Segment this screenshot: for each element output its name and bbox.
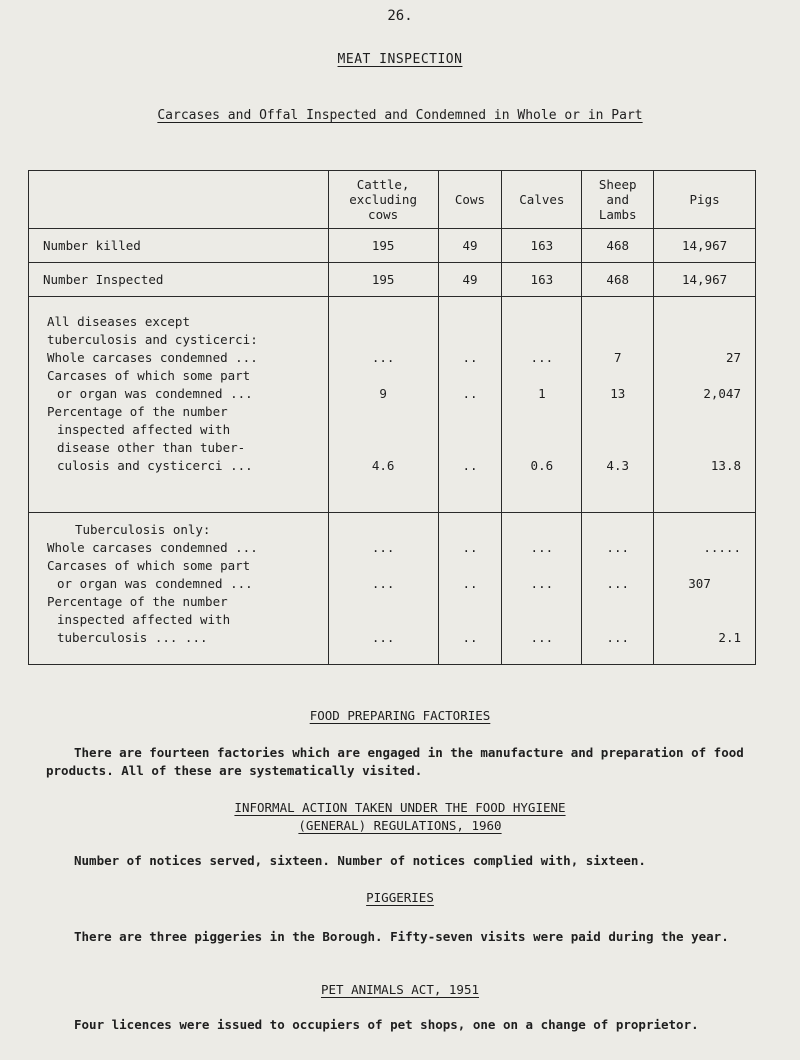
cell-value: 14,967 [654,229,756,263]
food-factories-text: There are fourteen factories which are engaged in the manufacture and preparation of food products. All of these are systematically visited. [46,745,744,778]
row-label-line: inspected affected with [57,422,231,437]
calves-values: ... 1 0.6 [502,297,582,513]
pet-animals-text: Four licences were issued to occupiers of pet shops, one on a change of proprietor. [74,1017,699,1032]
page-title: MEAT INSPECTION [337,52,463,67]
cell-value: 49 [438,229,502,263]
row-label-line: Whole carcases condemned ... [47,540,258,555]
informal-action-heading-line2: (GENERAL) REGULATIONS, 1960 [298,818,502,833]
header-sheep: Sheep and Lambs [582,171,654,229]
cattle-values: ... 9 4.6 [328,297,438,513]
row-label-line: Carcases of which some part [47,368,251,383]
cows-values: .. .. .. [438,297,502,513]
table-row-inspected [29,263,756,297]
row-label-block [29,513,329,665]
cell-value: 49 [438,263,502,297]
pigs-values: 27 2,047 13.8 [654,297,756,513]
header-pigs: Pigs [654,171,756,229]
row-label-line: Tuberculosis only: [75,522,211,537]
pet-animals-heading: PET ANIMALS ACT, 1951 [320,982,480,997]
cell-value: 163 [502,229,582,263]
row-label-line: tuberculosis and cysticerci: [47,332,258,347]
table-header-row [29,171,756,229]
row-label-line: or organ was condemned ... [57,386,253,401]
meat-inspection-table [28,170,756,665]
row-label-line: disease other than tuber- [57,440,246,455]
cell-value: 468 [582,229,654,263]
piggeries-text: There are three piggeries in the Borough. Fifty-seven visits were paid during the year. [74,929,729,944]
row-label-line: tuberculosis ... ... [57,630,208,645]
cell-value: 195 [328,229,438,263]
sheep-values: ... ... ... [582,513,654,665]
row-label-line: Percentage of the number [47,404,228,419]
cell-value: 14,967 [654,263,756,297]
cattle-values: ... ... ... [328,513,438,665]
table-row-killed [29,229,756,263]
header-blank-cell [29,171,329,229]
row-label-line: All diseases except [47,314,190,329]
cell-value: 195 [328,263,438,297]
informal-action-heading-line1: INFORMAL ACTION TAKEN UNDER THE FOOD HYGIENE [234,800,566,815]
cell-value: 163 [502,263,582,297]
header-cattle: Cattle, excluding cows [328,171,438,229]
row-label-block [29,297,329,513]
table-row-tuberculosis [29,513,756,665]
table-caption: Carcases and Offal Inspected and Condemned in Whole or in Part [157,108,643,123]
header-calves: Calves [502,171,582,229]
table-row-all-diseases [29,297,756,513]
row-label-line: Carcases of which some part [47,558,251,573]
row-label-line: or organ was condemned ... [57,576,253,591]
row-label-line: culosis and cysticerci ... [57,458,253,473]
sheep-values: 7 13 4.3 [582,297,654,513]
cell-value: 468 [582,263,654,297]
cows-values: .. .. .. [438,513,502,665]
piggeries-heading: PIGGERIES [366,890,434,905]
row-label: Number Inspected [29,263,329,297]
calves-values: ... ... ... [502,513,582,665]
informal-action-text: Number of notices served, sixteen. Number of notices complied with, sixteen. [74,853,646,868]
header-cows: Cows [438,171,502,229]
row-label-line: Percentage of the number [47,594,228,609]
row-label: Number killed [29,229,329,263]
page-number: 26. [387,8,413,24]
pigs-values: ..... 307 2.1 [654,513,756,665]
row-label-line: Whole carcases condemned ... [47,350,258,365]
food-factories-heading: FOOD PREPARING FACTORIES [309,708,491,723]
row-label-line: inspected affected with [57,612,231,627]
